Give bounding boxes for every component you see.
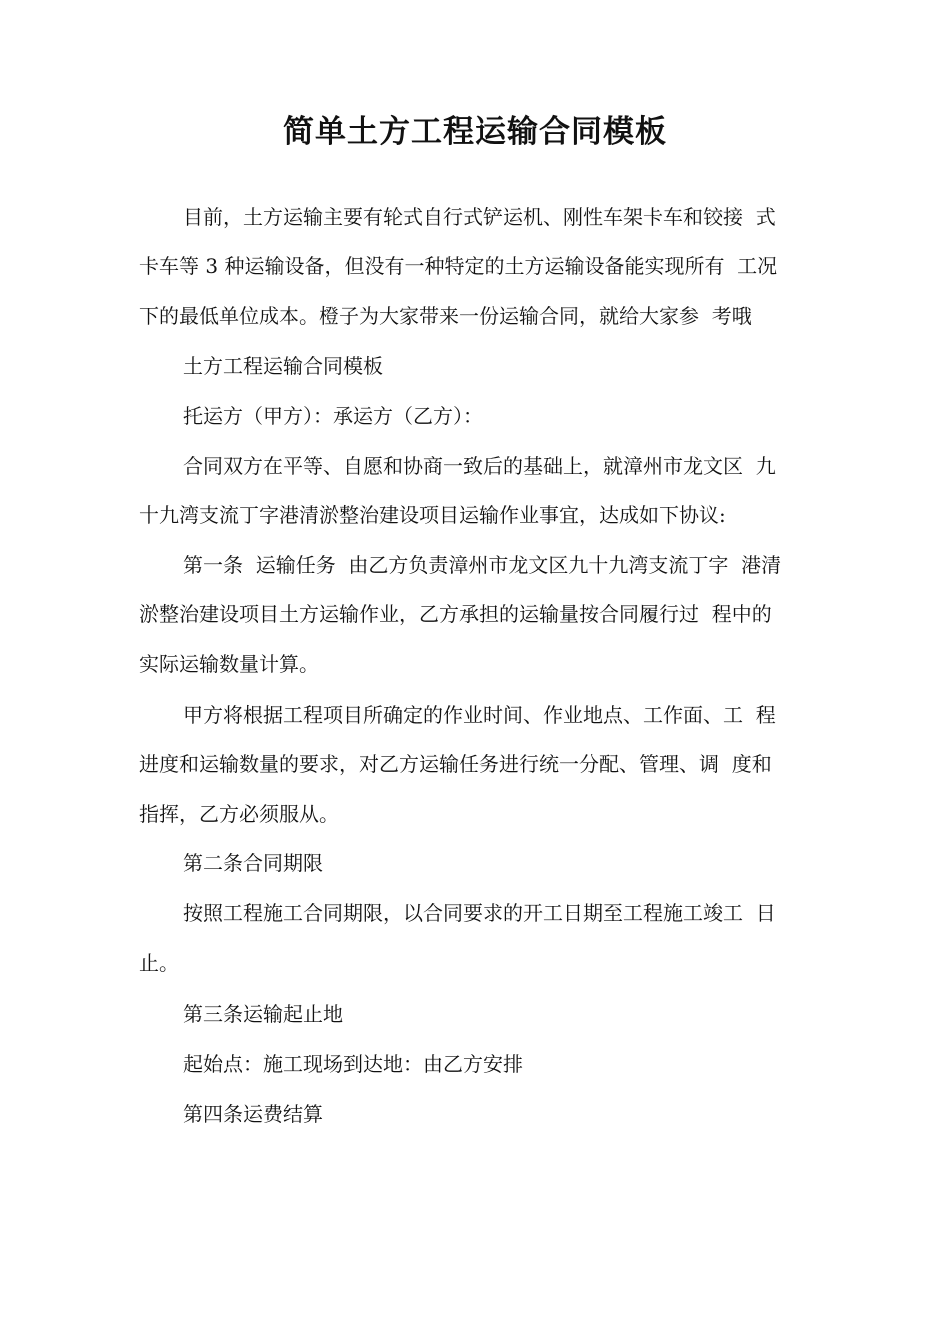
paragraph-line: 卡车等 3 种运输设备，但没有一种特定的土方运输设备能实现所有 工况 [139, 254, 778, 278]
paragraph-line: 指挥，乙方必须服从。 [139, 802, 339, 826]
paragraph-line: 下的最低单位成本。橙子为大家带来一份运输合同，就给大家参 考哦 [139, 304, 752, 328]
section-heading: 土方工程运输合同模板 [183, 354, 383, 378]
document-title: 简单土方工程运输合同模板 [283, 114, 667, 150]
paragraph-line: 十九湾支流丁字港清淤整治建设项目运输作业事宜，达成如下协议: [139, 503, 726, 527]
article-1-line: 第一条 运输任务 由乙方负责漳州市龙文区九十九湾支流丁字 港清 [183, 553, 782, 577]
paragraph-line: 进度和运输数量的要求，对乙方运输任务进行统一分配、管理、调 度和 [139, 752, 772, 776]
parties-line: 托运方（甲方）：承运方（乙方）： [183, 404, 483, 428]
article-2-heading: 第二条合同期限 [183, 851, 323, 875]
article-1-line: 淤整治建设项目土方运输作业，乙方承担的运输量按合同履行过 程中的 [139, 602, 772, 626]
article-3-heading: 第三条运输起止地 [183, 1002, 343, 1026]
paragraph-line: 止。 [139, 951, 179, 975]
paragraph-line: 起始点：施工现场到达地：由乙方安排 [183, 1052, 523, 1076]
paragraph-line: 目前，土方运输主要有轮式自行式铲运机、刚性车架卡车和铰接 式 [183, 205, 776, 229]
paragraph-line: 甲方将根据工程项目所确定的作业时间、作业地点、工作面、工 程 [183, 703, 776, 727]
paragraph-line: 按照工程施工合同期限，以合同要求的开工日期至工程施工竣工 日 [183, 901, 776, 925]
article-4-heading: 第四条运费结算 [183, 1102, 323, 1126]
article-1-line: 实际运输数量计算。 [139, 652, 319, 676]
paragraph-line: 合同双方在平等、自愿和协商一致后的基础上，就漳州市龙文区 九 [183, 454, 776, 478]
